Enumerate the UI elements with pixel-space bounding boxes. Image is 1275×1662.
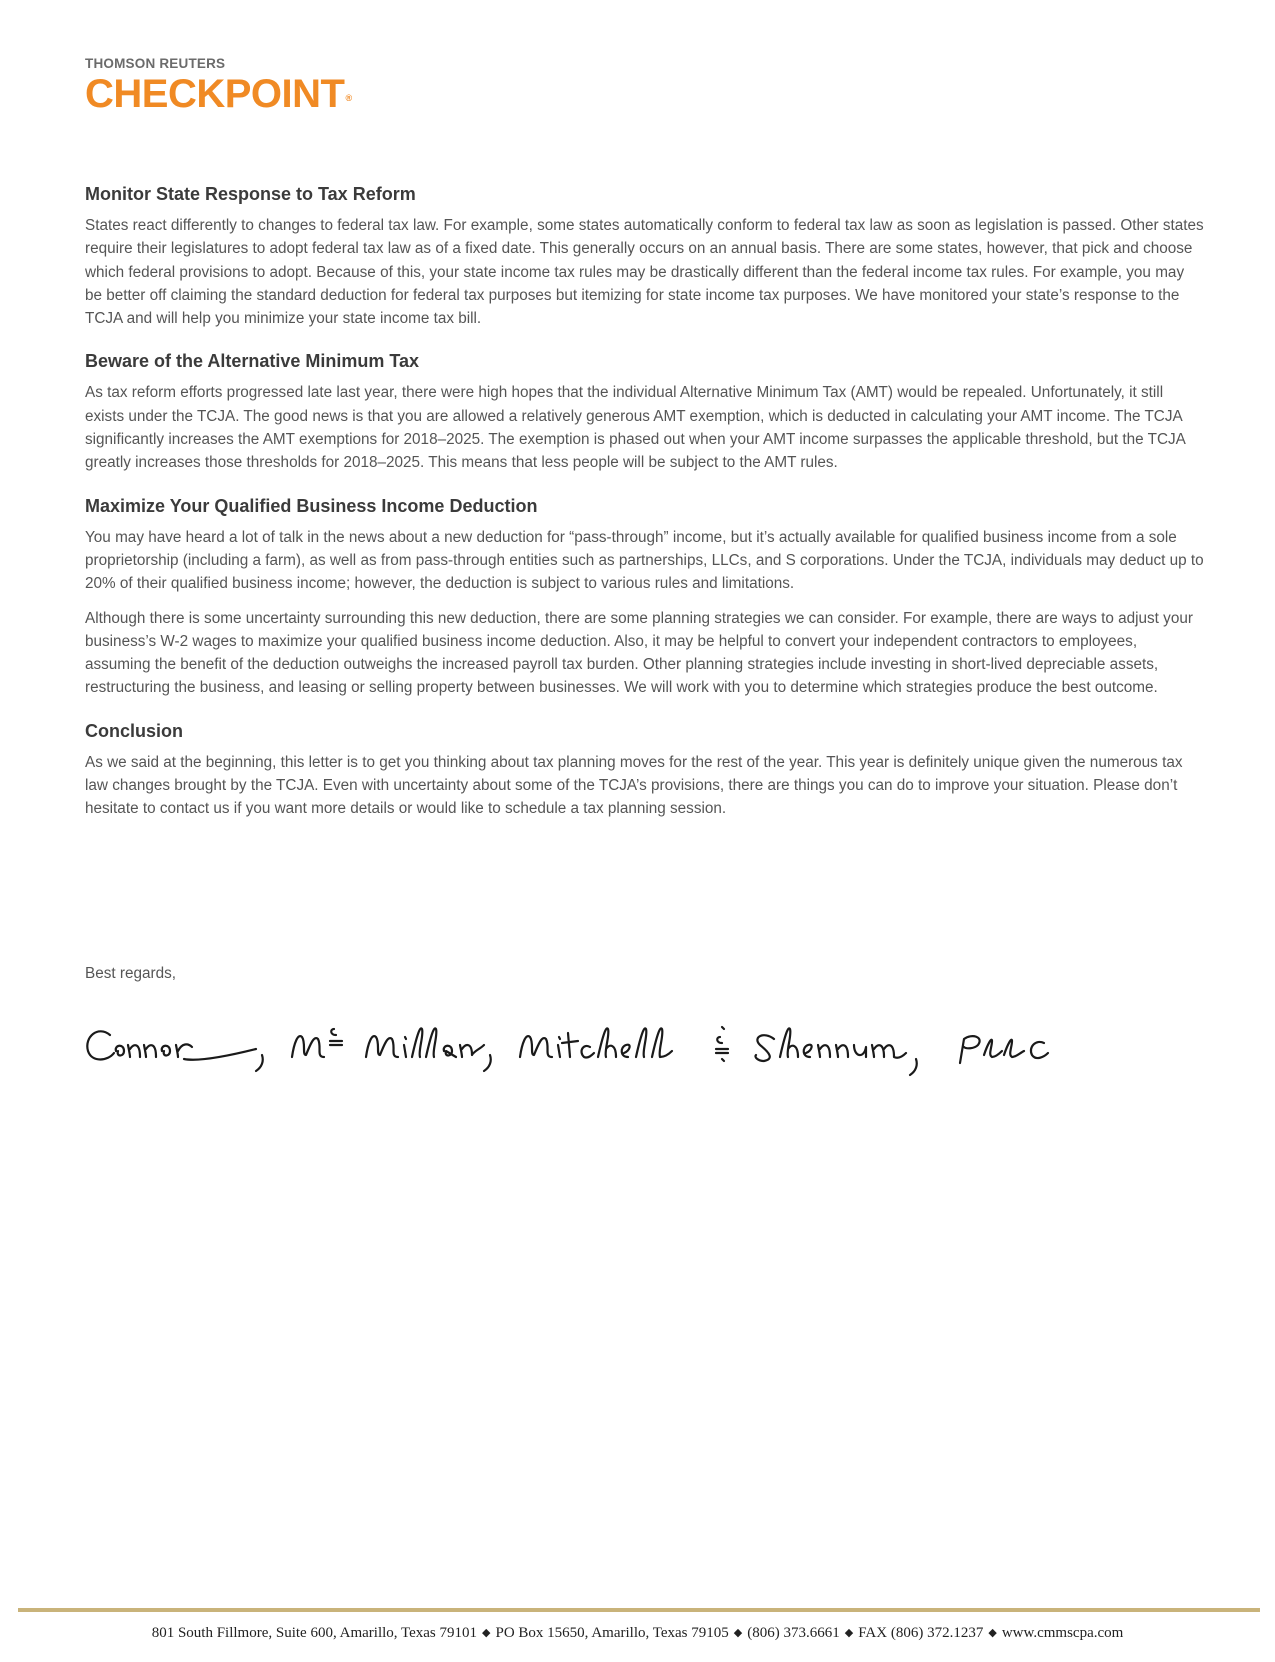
section-amt xyxy=(85,350,1205,474)
logo-company-name: THOMSON REUTERS xyxy=(85,56,226,71)
handwritten-signature xyxy=(80,1015,1120,1090)
diamond-separator-icon: ◆ xyxy=(844,1627,854,1639)
section-heading: Conclusion xyxy=(85,720,183,741)
registered-mark: ® xyxy=(345,93,352,103)
diamond-separator-icon: ◆ xyxy=(733,1627,743,1639)
section-heading: Monitor State Response to Tax Reform xyxy=(85,184,416,204)
closing-salutation: Best regards, xyxy=(85,965,176,982)
section-paragraph: As tax reform efforts progressed late last year, there were high hopes that the individual Alternative Minimum Tax (AMT) would be repealed. Unfortunately, it still exists under the TCJA. The good news is that you are allowed a relatively generous AMT exemption, which is deducted in calculating your AMT income. The TCJA significantly increases the AMT exemptions for 2018–2025. The exemption is phased out when your AMT income surpasses the applicable threshold, but the TCJA greatly increases those thresholds for 2018–2025. This means that less people will be subject to the AMT rules. xyxy=(85,384,1186,472)
checkpoint-logo xyxy=(85,56,352,114)
section-paragraph: You may have heard a lot of talk in the news about a new deduction for “pass-through” income, but it’s actually available for qualified business income from a sole proprietorship (including a farm), as well as from pass-through entities such as partnerships, LLCs, and S corporations. Under the TCJA, individuals may deduct up to 20% of their qualified business income; however, the deduction is subject to various rules and limitations. xyxy=(85,528,1204,593)
footer-po-box: PO Box 15650, Amarillo, Texas 79105 xyxy=(495,1625,729,1641)
section-heading: Maximize Your Qualified Business Income Deduction xyxy=(85,495,538,516)
section-qbi-deduction xyxy=(85,495,1205,700)
diamond-separator-icon: ◆ xyxy=(988,1627,997,1639)
section-state-response xyxy=(85,183,1205,330)
section-paragraph: States react differently to changes to federal tax law. For example, some states automatically conform to federal tax law as soon as legislation is passed. Other states require their legislatures to adopt federal tax law as of a fixed date. This generally occurs on an annual basis. There are some states, however, that pick and choose which federal provisions to adopt. Because of this, your state income tax rules may be drastically different than the federal income tax rules. For example, you may be better off claiming the standard deduction for federal tax purposes but itemizing for state income tax purposes. We have monitored your state’s response to the TCJA and will help you minimize your state income tax bill. xyxy=(85,217,1204,328)
footer-website-link[interactable]: www.cmmscpa.com xyxy=(1001,1625,1124,1641)
diamond-separator-icon: ◆ xyxy=(482,1627,491,1639)
letter-body xyxy=(85,183,1205,841)
footer-fax: FAX (806) 372.1237 xyxy=(858,1625,984,1641)
section-conclusion xyxy=(85,720,1205,821)
logo-product-text: CHECKPOINT xyxy=(85,72,345,116)
footer-address: 801 South Fillmore, Suite 600, Amarillo, Texas 79101 xyxy=(151,1625,478,1641)
footer-phone: (806) 373.6661 xyxy=(747,1625,840,1641)
footer-contact-line xyxy=(0,1625,1275,1642)
section-heading: Beware of the Alternative Minimum Tax xyxy=(85,351,420,372)
logo-product-name xyxy=(85,74,352,114)
section-paragraph: As we said at the beginning, this letter is to get you thinking about tax planning moves for the rest of the year. This year is definitely unique given the numerous tax law changes brought by the TCJA. Even with uncertainty about some of the TCJA’s provisions, there are things you can do to improve your situation. Please don’t hesitate to contact us if you want more details or would like to schedule a tax planning session. xyxy=(85,753,1183,818)
footer-divider xyxy=(18,1608,1260,1612)
section-paragraph: Although there is some uncertainty surrounding this new deduction, there are some planning strategies we can consider. For example, there are ways to adjust your business’s W-2 wages to maximize your qualified business income deduction. Also, it may be helpful to convert your independent contractors to employees, assuming the benefit of the deduction outweighs the increased payroll tax burden. Other planning strategies include investing in short-lived depreciable assets, restructuring the business, and leasing or selling property between businesses. We will work with you to determine which strategies produce the best outcome. xyxy=(85,609,1193,697)
